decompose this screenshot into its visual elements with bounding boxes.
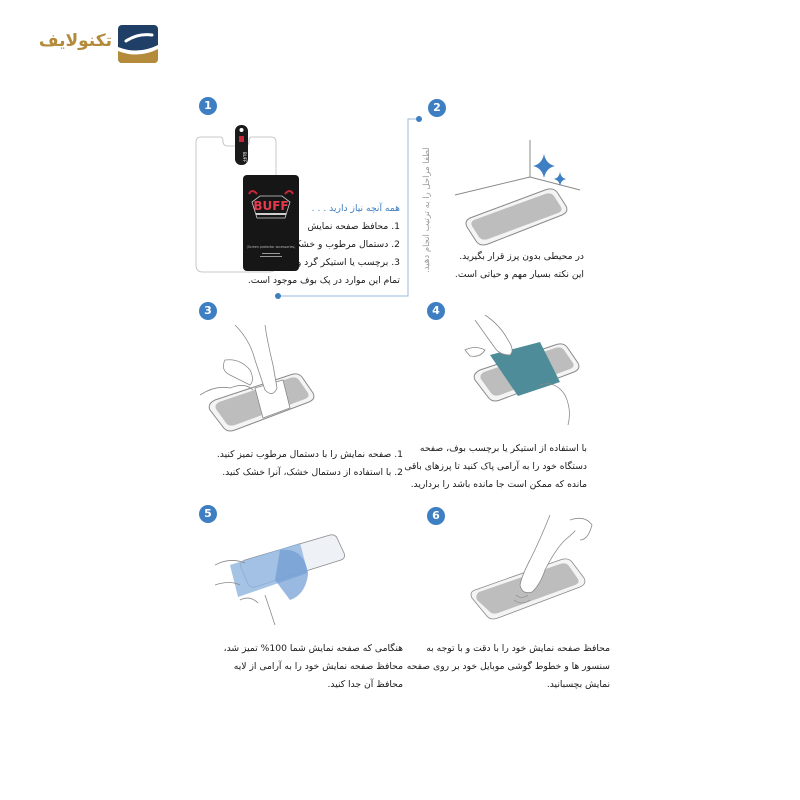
step-4-caption: [404, 440, 587, 494]
step-4-line-2: دستگاه خود را به آرامی پاک کنید تا پرزهای باقی: [404, 461, 587, 472]
hand-wiping-screen-illustration: [195, 320, 335, 440]
step-2-line-1: در محیطی بدون پرز قرار بگیرید.: [459, 251, 584, 262]
step-4-badge: 4: [427, 302, 445, 320]
svg-text:(Screen protector accessories): (Screen protector accessories): [246, 245, 296, 249]
peeling-film-illustration: [210, 525, 360, 635]
step-1-title: همه آنچه نیاز دارید . . .: [311, 203, 400, 214]
side-note: [419, 130, 435, 290]
step-5-caption: [224, 640, 403, 694]
step-6-badge: 6: [427, 507, 445, 525]
side-note-text: لطفا مراحل را به ترتیب انجام دهید.: [422, 147, 432, 273]
step-6-line-2: سنسور ها و خطوط گوشی موبایل خود بر روی صفحه: [406, 661, 610, 672]
step-1-line-4: تمام این موارد در پک بوف موجود است.: [247, 275, 400, 286]
step-6-caption: [407, 640, 610, 694]
brand-logo[interactable]: [30, 25, 160, 67]
step-4-line-3: مانده که ممکن است جا مانده باشد را بردارید.: [410, 479, 587, 490]
step-6-line-1: محافظ صفحه نمایش خود را با دقت و با توجه به: [426, 643, 610, 654]
step-3-line-2: 2. با استفاده از دستمال خشک، آنرا خشک کنید.: [222, 467, 403, 478]
step-4-line-1: با استفاده از استیکر یا برچسب بوف، صفحه: [419, 443, 587, 454]
svg-text:BUFF: BUFF: [253, 199, 289, 213]
dust-sticker-illustration: [460, 310, 590, 430]
step-6-line-3: نمایش بچسبانید.: [546, 679, 610, 690]
brand-name: تکنولایف: [38, 31, 112, 51]
phone-in-clean-corner-illustration: [450, 140, 590, 250]
brand-mark-icon: [118, 25, 158, 63]
step-3-caption: [217, 446, 403, 482]
step-2-line-2: این نکته بسیار مهم و حیاتی است.: [454, 269, 584, 280]
step-2-badge: 2: [428, 99, 446, 117]
step-1-line-2: 2. دستمال مرطوب و خشک: [292, 239, 400, 250]
step-5-line-3: محافظ آن جدا کنید.: [327, 679, 403, 690]
step-3-line-1: 1. صفحه نمایش را با دستمال مرطوب تمیز کنید.: [216, 449, 403, 460]
step-5-badge: 5: [199, 505, 217, 523]
step-1-line-3: 3. برچسب یا استیکر گرد و غبار: [279, 257, 400, 268]
step-1-caption: [248, 200, 400, 290]
step-5-line-2: محافظ صفحه نمایش خود را به آرامی از لایه: [233, 661, 403, 672]
step-3-badge: 3: [199, 302, 217, 320]
finger-press-illustration: [460, 510, 610, 620]
step-5-line-1: هنگامی که صفحه نمایش شما 100% تمیز شد،: [223, 643, 403, 654]
step-2-caption: [455, 248, 584, 284]
step-1-line-1: 1. محافظ صفحه نمایش: [307, 221, 400, 232]
step-1-badge: 1: [199, 97, 217, 115]
svg-text:BUFF: BUFF: [242, 152, 247, 163]
